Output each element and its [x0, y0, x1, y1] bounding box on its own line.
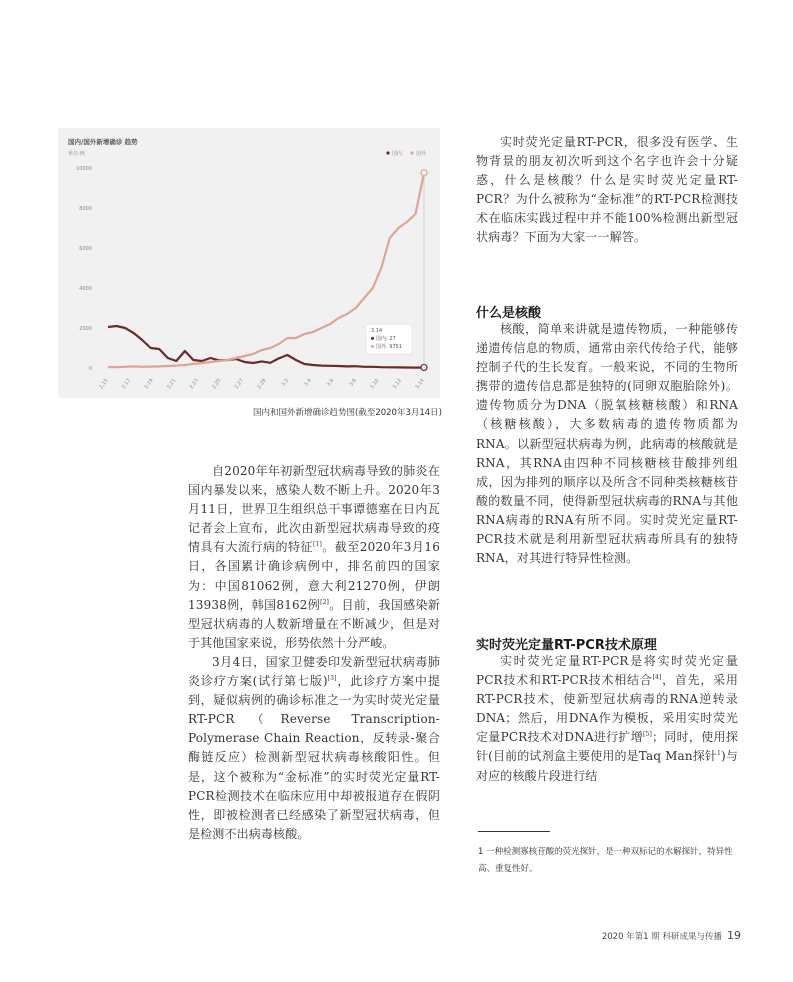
paragraph: 3月4日，国家卫健委印发新型冠状病毒肺炎诊疗方案(试行第七版)[3]，此诊疗方案中提到，疑似病例的确诊标准之一为实时荧光定量RT-PCR（Reverse Transcription-Polymerase Chain Reaction，反转录-聚合酶链反应）检测新型冠状病毒核酸阳性。但是，这个被称为“金标准”的实时荧光定量RT-PCR检测技术在临床应用中却被报道存在假阴性，即被检测者已经感染了新型冠状病毒，但是检测不出病毒核酸。 — [188, 654, 441, 841]
y-tick-label: 6000 — [79, 245, 92, 252]
citation: [5] — [643, 731, 652, 739]
paragraph: 自2020年年初新型冠状病毒导致的肺炎在国内暴发以来，感染人数不断上升。2020年3月11日，世界卫生组织总干事谭德塞在日内瓦记者会上宣布，此次由新型冠状病毒导致的疫情具有大流行病的特征[1]。截至2020年3月16日，各国累计确诊病例中，排名前四的国家为：中国81062例，意大利21270例，伊朗13938例，韩国8162例[2]。目前，我国感染新型冠状病毒的人数新增量在不断减少，但是对于其他国家来说，形势依然十分严峻。 — [188, 464, 440, 650]
x-tick-label: 3.10 — [369, 377, 381, 391]
x-tick-label: 2.17 — [120, 377, 133, 391]
y-tick-label: 8000 — [79, 205, 92, 212]
x-tick-label: 3.6 — [325, 377, 336, 388]
footnote-marker: 1 — [717, 750, 722, 758]
legend-label: 国内 — [392, 151, 403, 157]
legend-marker — [410, 151, 413, 154]
x-tick-label: 3.4 — [303, 377, 313, 388]
tooltip-marker — [371, 345, 374, 348]
citation: [3] — [327, 675, 337, 683]
y-tick-label: 4000 — [79, 285, 92, 292]
left-column — [188, 462, 440, 844]
x-tick-label: 2.25 — [211, 377, 223, 391]
x-tick-label: 2.23 — [188, 377, 200, 391]
y-tick-label: 2000 — [79, 325, 92, 332]
tooltip-row: 国内: 27 — [376, 336, 396, 342]
legend-label: 国外 — [416, 151, 427, 157]
citation: [2] — [320, 598, 330, 606]
intro-paragraph: 实时荧光定量RT-PCR，很多没有医学、生物背景的朋友初次听到这个名字也许会十分疑惑，什么是核酸？什么是实时荧光定量RT-PCR？为什么被称为“金标准”的RT-PCR检测技术在临床实践过程中并不能100%检测出新型冠状病毒？下面为大家一一解答。 — [476, 135, 738, 245]
citation: [4] — [652, 674, 662, 682]
section-heading-nucleic-acid: 什么是核酸 — [476, 306, 542, 321]
x-tick-label: 2.29 — [256, 377, 268, 391]
legend-marker — [386, 151, 389, 154]
section-heading-principle: 实时荧光定量RT-PCR技术原理 — [476, 638, 657, 653]
tooltip-date: 3.14 — [371, 328, 383, 334]
citation: [1] — [313, 541, 322, 549]
tooltip-marker — [371, 337, 374, 340]
section-nucleic-acid: 核酸，简单来讲就是遗传物质，一种能够传递遗传信息的物质，通常由亲代传给子代，能够控制子代的生长发育。一般来说，不同的生物所携带的遗传信息都是独特的(同卵双胞胎除外)。遗传物质分为DNA（脱氧核糖核酸）和RNA（核糖核酸），大多数病毒的遗传物质都为RNA。以新型冠状病毒为例，此病毒的核酸就是RNA，其RNA由四种不同核糖核苷酸排列组成，因为排列的顺序以及所含不同种类核糖核苷酸的数量不同，使得新型冠状病毒的RNA与其他RNA病毒的RNA有所不同。实时荧光定量RT-PCR技术就是利用新型冠状病毒所具有的独特RNA，对其进行特异性检测。 — [476, 322, 738, 566]
page-footer — [602, 929, 741, 942]
x-tick-label: 3.14 — [414, 377, 426, 391]
x-tick-label: 3.12 — [391, 377, 404, 391]
chart-unit-label: 单位:例 — [68, 151, 85, 157]
x-tick-label: 3.2 — [280, 377, 291, 388]
footnote: 1 一种检测寡核苷酸的荧光探针，是一种双标记的水解探针，特异性高、重复性好。 — [478, 847, 733, 874]
y-tick-label: 0 — [88, 365, 92, 372]
page-number: 19 — [727, 929, 741, 942]
x-tick-label: 3.8 — [348, 377, 358, 388]
trend-chart — [58, 128, 440, 398]
section-principle: 实时荧光定量RT-PCR是将实时荧光定量PCR技术和RT-PCR技术相结合[4]，首先，采用RT-PCR技术，使新型冠状病毒的RNA逆转录DNA；然后，用DNA作为模板，采用实时荧光定量PCR技术对DNA进行扩增[5]；同时，使用探针(目前的试剂盒主要使用的是Taq Man探针$^1$)与对应的核酸片段进行结 — [476, 654, 738, 783]
y-tick-label: 10000 — [76, 165, 92, 172]
trend-chart-svg — [58, 128, 440, 398]
x-tick-label: 2.19 — [143, 377, 155, 391]
journal-issue: 2020 年第1 期 科研成果与传播 — [601, 932, 722, 942]
tooltip-row: 国外: 9751 — [376, 344, 402, 350]
footnote-divider — [478, 831, 550, 832]
x-tick-label: 2.15 — [98, 377, 110, 391]
x-tick-label: 2.21 — [166, 377, 178, 391]
figure-caption: 国内和国外新增确诊趋势图(截至2020年3月14日) — [253, 408, 442, 418]
x-tick-label: 2.27 — [233, 377, 246, 391]
chart-title: 国内/国外新增确诊 趋势 — [68, 138, 138, 146]
